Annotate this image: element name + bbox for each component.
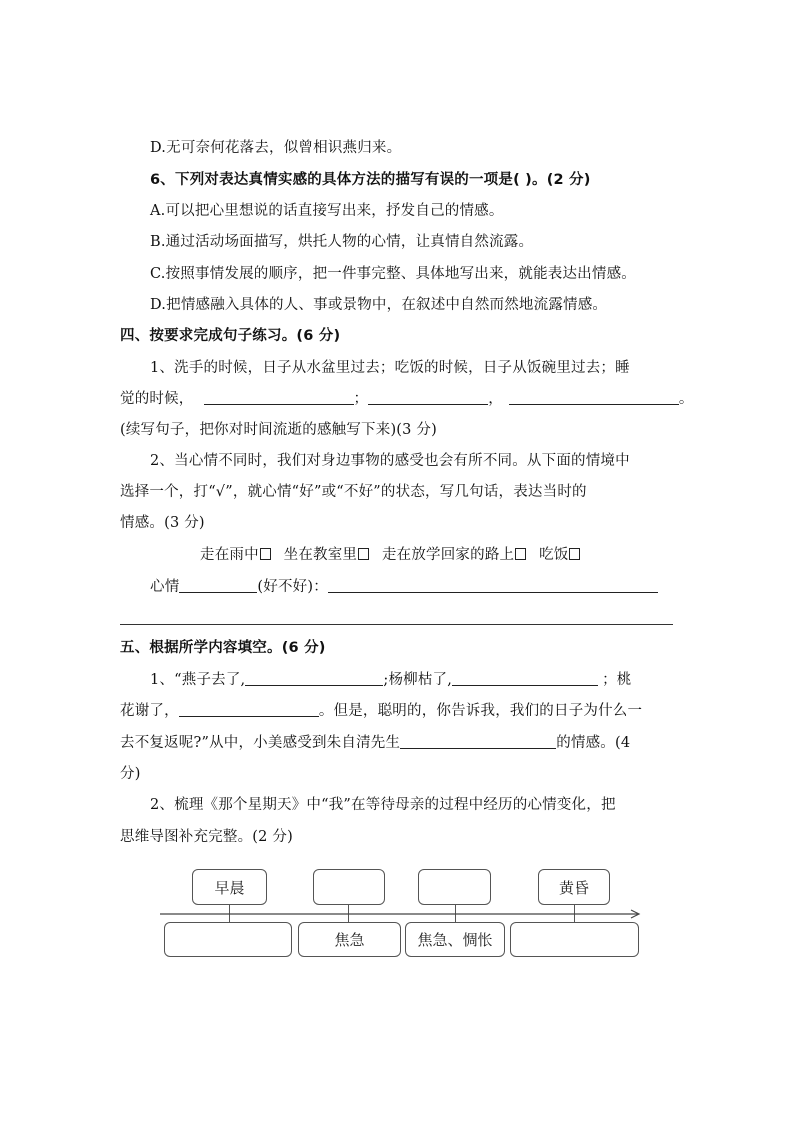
mindmap-bottom-anxious: 焦急: [298, 922, 401, 957]
q1-blank-3[interactable]: [509, 389, 679, 405]
q6-option-b: B.通过活动场面描写，烘托人物的心情，让真情自然流露。: [150, 234, 534, 250]
answer-line[interactable]: [120, 624, 673, 625]
fill-blank-4[interactable]: [400, 733, 556, 749]
section5-q1-line4: 分): [120, 766, 141, 782]
q6-option-d: D.把情感融入具体的人、事或景物中，在叙述中自然而然地流露情感。: [150, 297, 608, 313]
situation-options: [200, 545, 580, 565]
checkbox-classroom[interactable]: [358, 548, 369, 560]
mood-answer-blank[interactable]: [328, 577, 658, 593]
section5-q1-line3: 去不复返呢?”从中，小美感受到朱自清先生 的情感。(4: [120, 735, 631, 751]
mood-hint: (好不好)：: [257, 579, 328, 595]
mood-line: [150, 577, 658, 597]
section5-q2-line2: 思维导图补充完整。(2 分): [120, 829, 293, 845]
checkbox-eat[interactable]: [569, 548, 580, 560]
fill-blank-2[interactable]: [452, 670, 598, 686]
section5-q1-line2: 花谢了， 。但是，聪明的，你告诉我，我们的日子为什么一: [120, 703, 643, 719]
q6-option-c: C.按照事情发展的顺序，把一件事完整、具体地写出来，就能表达出情感。: [150, 266, 636, 282]
q1-blank-2[interactable]: [368, 389, 488, 405]
section4-q2-line3: 情感。(3 分): [120, 515, 205, 531]
section5-q2-line1: 2、梳理《那个星期天》中“我”在等待母亲的过程中经历的心情变化，把: [150, 797, 616, 813]
section4-q2-line2: 选择一个，打“√”，就心情“好”或“不好”的状态，写几句话，表达当时的: [120, 484, 587, 500]
mood-label: 心情: [150, 579, 180, 595]
q1-line2-start: 觉的时候，: [120, 391, 194, 407]
mood-blank[interactable]: [179, 577, 257, 593]
section4-heading: 四、按要求完成句子练习。(6 分): [120, 328, 341, 344]
checkbox-rain[interactable]: [260, 548, 271, 560]
section4-q1-note: (续写句子，把你对时间流逝的感触写下来)(3 分): [120, 422, 437, 438]
checkbox-way-home[interactable]: [515, 548, 526, 560]
mindmap-bottom-blank-1[interactable]: [164, 922, 292, 957]
mindmap-top-dusk: 黄昏: [538, 869, 610, 905]
section5-q1-line1: 1、“燕子去了, ;杨柳枯了, ；桃: [150, 672, 632, 688]
mindmap-bottom-blank-2[interactable]: [510, 922, 639, 957]
mindmap-bottom-anxious-melancholy: 焦急、惆怅: [405, 922, 505, 957]
mindmap-top-blank-1[interactable]: [313, 869, 385, 905]
section4-q1-line2: [120, 389, 694, 409]
mindmap-top-morning: 早晨: [192, 869, 267, 905]
section4-q1-line1: 1、洗手的时候，日子从水盆里过去；吃饭的时候，日子从饭碗里过去；睡: [150, 360, 630, 376]
option-classroom[interactable]: 坐在教室里: [284, 547, 370, 563]
fill-blank-3[interactable]: [179, 701, 319, 717]
section4-q2-line1: 2、当心情不同时，我们对身边事物的感受也会有所不同。从下面的情境中: [150, 453, 630, 469]
option-rain[interactable]: 走在雨中: [200, 547, 271, 563]
option-eat[interactable]: 吃饭: [539, 547, 580, 563]
q1-sep-1: ；: [353, 391, 369, 407]
q6-option-a: A.可以把心里想说的话直接写出来，抒发自己的情感。: [150, 203, 504, 219]
q1-end: 。: [678, 391, 694, 407]
mindmap-top-blank-2[interactable]: [418, 869, 491, 905]
section5-heading: 五、根据所学内容填空。(6 分): [120, 640, 326, 656]
q6-stem: 6、下列对表达真情实感的具体方法的描写有误的一项是( )。(2 分): [150, 172, 591, 188]
option-way-home[interactable]: 走在放学回家的路上: [382, 547, 526, 563]
q1-sep-2: ，: [488, 391, 503, 407]
fill-blank-1[interactable]: [245, 670, 383, 686]
q1-blank-1[interactable]: [204, 389, 354, 405]
q5-option-d: D.无可奈何花落去，似曾相识燕归来。: [150, 140, 402, 156]
timeline-arrow: [160, 908, 644, 920]
